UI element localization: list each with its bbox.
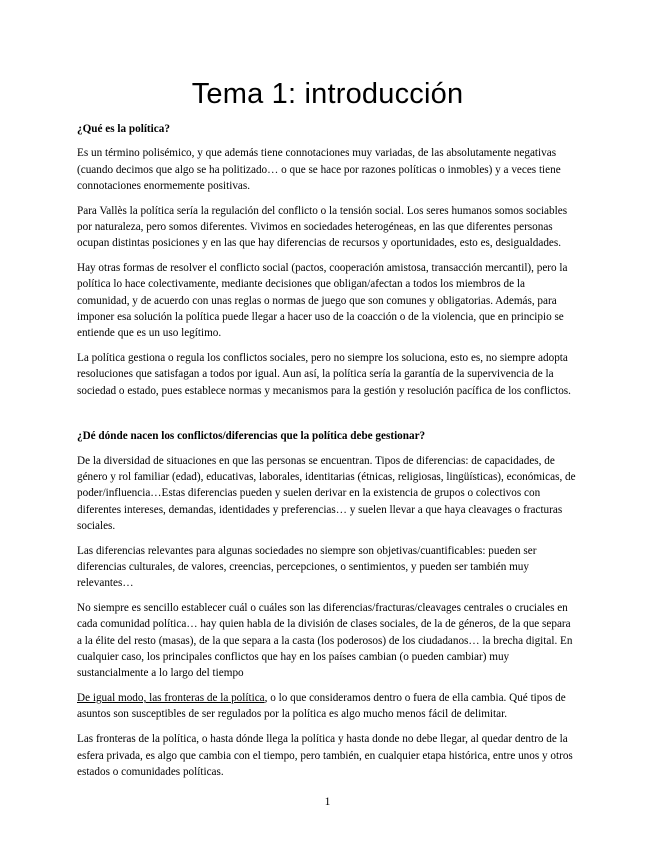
paragraph: No siempre es sencillo establecer cuál o cuáles son las diferencias/fracturas/cleavages centrales o cruciales en cada comunidad política… hay quien habla de la división de clases sociales, de la de géneros, de la que separa a la élite del resto (masas), de la que separa a la casta (los poderosos) de los ciudadanos… la brecha digital. En cualquier caso, los principales conflictos que hay en los países cambian (o pueden cambiar) muy sustancialmente a lo largo del tiempo bbox=[77, 602, 573, 680]
paragraph: Las fronteras de la política, o hasta dónde llega la política y hasta donde no debe llegar, al quedar dentro de la esfera privada, es algo que cambia con el tiempo, pero también, en cualquier etapa histórica, entre unos y otros estados o comunidades políticas. bbox=[77, 733, 573, 778]
paragraph: Para Vallès la política sería la regulación del conflicto o la tensión social. Los seres humanos somos sociables por naturaleza, pero somos diferentes. Vivimos en sociedades heterogéneas, en las que diferentes personas ocupan distintas posiciones y en las que hay diferencias de recursos y oportunidades, esto es, desigualdades. bbox=[77, 204, 568, 250]
paragraph: La política gestiona o regula los conflictos sociales, pero no siempre los soluciona, esto es, no siempre adopta resoluciones que satisfagan a todos por igual. Aun así, la política sería la garantía de la supervivencia de la sociedad o estado, pues establece normas y mecanismos para la gestión y resolución pacífica de los conflictos. bbox=[77, 352, 571, 397]
paragraph-text: , o lo que consideramos dentro o fuera de ella cambia. Qué tipos de asuntos son susceptibles de ser regulados por la política es algo mucho menos fácil de delimitar. bbox=[77, 692, 566, 721]
paragraph: Hay otras formas de resolver el conflicto social (pactos, cooperación amistosa, transacción mercantil), pero la política lo hace colectivamente, mediante decisiones que obligan/afectan a todos los miembros de la comunidad, y de acuerdo con unas reglas o normas de juego que son comunes y obligatorias. Además, para imponer esa solución la política puede llegar a hacer uso de la coacción o de la violencia, que en principio se entiende que es un uso legítimo. bbox=[77, 262, 568, 340]
paragraph: De la diversidad de situaciones en que las personas se encuentran. Tipos de diferencias: de capacidades, de género y rol familiar (edad), educativas, laborales, identitarias (étnicas, religiosas, lingüísticas), económicas, de poder/influencia…Estas diferencias pueden y suelen derivar en la existencia de grupos o colectivos con diferentes intereses, demandas, identidades y preferencias… y suelen llevar a que haya cleavages o fracturas sociales. bbox=[77, 454, 576, 532]
page-number: 1 bbox=[324, 796, 331, 808]
section-spacer bbox=[77, 407, 577, 428]
document-body bbox=[77, 121, 577, 789]
paragraph: Es un término polisémico, y que además tiene connotaciones muy variadas, de las absolutamente negativas (cuando decimos que algo se ha politizado… o que se hace por razones políticas o inmobles) y a veces tiene connotaciones enormemente positivas. bbox=[77, 147, 561, 192]
section-heading-que-es-politica: ¿Qué es la política? bbox=[77, 123, 170, 135]
paragraph bbox=[77, 690, 577, 723]
underlined-phrase: De igual modo, las fronteras de la política bbox=[77, 692, 265, 705]
document-title: Tema 1: introducción bbox=[191, 78, 464, 110]
section-heading-origen-conflictos: ¿Dé dónde nacen los conflictos/diferencias que la política debe gestionar? bbox=[77, 430, 426, 443]
paragraph: Las diferencias relevantes para algunas sociedades no siempre son objetivas/cuantificables: pueden ser diferencias culturales, de valores, creencias, percepciones, o sentimientos, y pueden ser también muy relevantes… bbox=[77, 544, 537, 590]
